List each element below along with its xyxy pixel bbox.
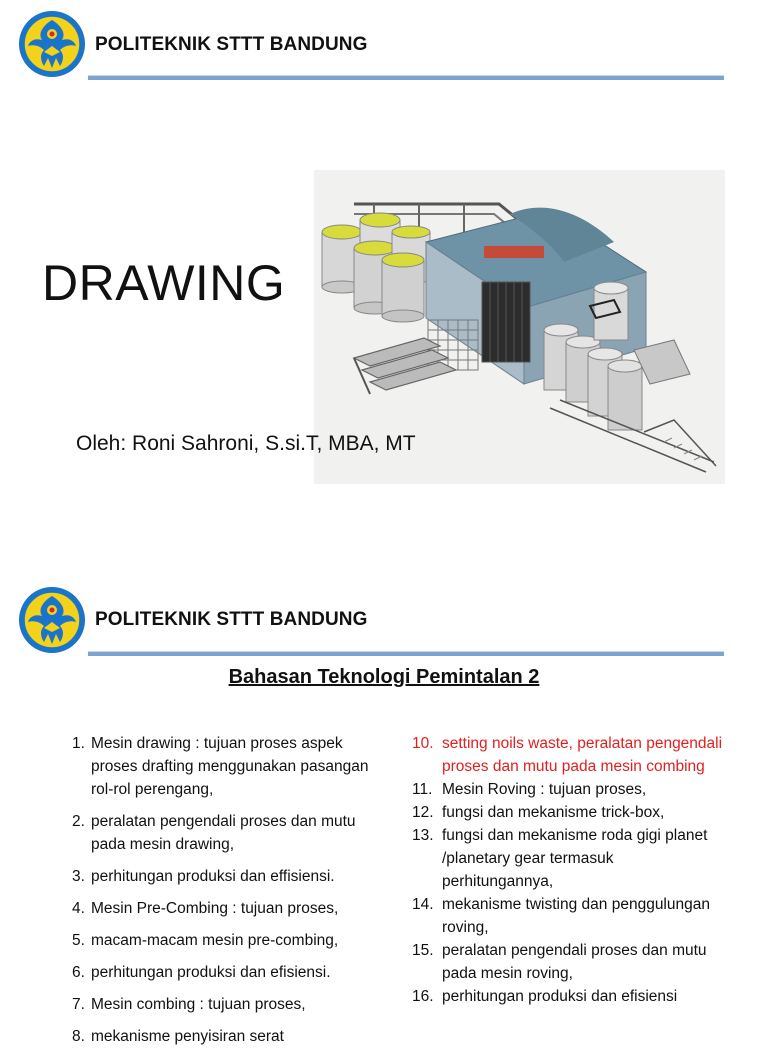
topic-item (412, 778, 724, 801)
topic-number: 14. (412, 896, 434, 913)
topic-item (72, 961, 387, 984)
topic-text: Mesin Roving : tujuan proses, (442, 781, 647, 798)
header-divider (88, 75, 724, 80)
topic-text: mekanisme penyisiran serat (91, 1028, 284, 1045)
topic-text: Mesin drawing : tujuan proses aspek proses drafting menggunakan pasangan rol-rol perengang, (91, 735, 369, 798)
topic-item (72, 865, 387, 888)
topic-text: perhitungan produksi dan effisiensi. (91, 868, 335, 885)
topic-number: 10. (412, 735, 434, 752)
topic-number: 15. (412, 942, 434, 959)
topic-item (72, 929, 387, 952)
topic-item (72, 897, 387, 920)
topic-number: 13. (412, 827, 434, 844)
author-line: Oleh: Roni Sahroni, S.si.T, MBA, MT (76, 432, 416, 455)
topic-item (412, 824, 724, 893)
topic-list-left (72, 732, 387, 1057)
topic-item (72, 732, 387, 801)
topic-item (412, 893, 724, 939)
topic-item (72, 1025, 387, 1048)
topic-number: 7. (72, 996, 85, 1013)
topic-number: 3. (72, 868, 85, 885)
topic-item (412, 939, 724, 985)
topic-text: perhitungan produksi dan efisiensi (442, 988, 678, 1005)
topic-text: fungsi dan mekanisme trick-box, (442, 804, 665, 821)
institution-name: POLITEKNIK STTT BANDUNG (95, 34, 368, 55)
topic-text: setting noils waste, peralatan pengendali proses dan mutu pada mesin combing (442, 735, 723, 775)
topic-number: 11. (412, 781, 433, 798)
topic-item (412, 801, 724, 824)
topic-number: 4. (72, 900, 85, 917)
sttt-emblem-icon (18, 10, 86, 78)
topic-text: peralatan pengendali proses dan mutu pada mesin roving, (442, 942, 707, 982)
topic-number: 8. (72, 1028, 85, 1045)
institution-name: POLITEKNIK STTT BANDUNG (95, 609, 368, 630)
topic-item (72, 993, 387, 1016)
topic-item (72, 810, 387, 856)
title-slide (0, 0, 768, 512)
topic-text: perhitungan produksi dan efisiensi. (91, 964, 331, 981)
topic-text: Mesin Pre-Combing : tujuan proses, (91, 900, 339, 917)
header-divider (88, 651, 724, 656)
sttt-emblem-icon (18, 586, 86, 654)
topic-text: mekanisme twisting dan penggulungan roving, (442, 896, 710, 936)
topic-text: fungsi dan mekanisme roda gigi planet /planetary gear termasuk perhitungannya, (442, 827, 708, 890)
topic-number: 12. (412, 804, 434, 821)
slide-subtitle: Bahasan Teknologi Pemintalan 2 (228, 666, 540, 688)
topic-item (412, 732, 724, 778)
topic-text: Mesin combing : tujuan proses, (91, 996, 306, 1013)
slide-title: DRAWING (42, 255, 286, 311)
topic-number: 1. (72, 735, 85, 752)
topic-text: peralatan pengendali proses dan mutu pada mesin drawing, (91, 813, 356, 853)
topic-number: 2. (72, 813, 85, 830)
topic-number: 5. (72, 932, 85, 949)
topic-list-right (412, 732, 724, 1008)
topic-number: 16. (412, 988, 434, 1005)
topic-item (412, 985, 724, 1008)
topic-text: macam-macam mesin pre-combing, (91, 932, 339, 949)
topic-number: 6. (72, 964, 85, 981)
agenda-slide (0, 560, 768, 1045)
